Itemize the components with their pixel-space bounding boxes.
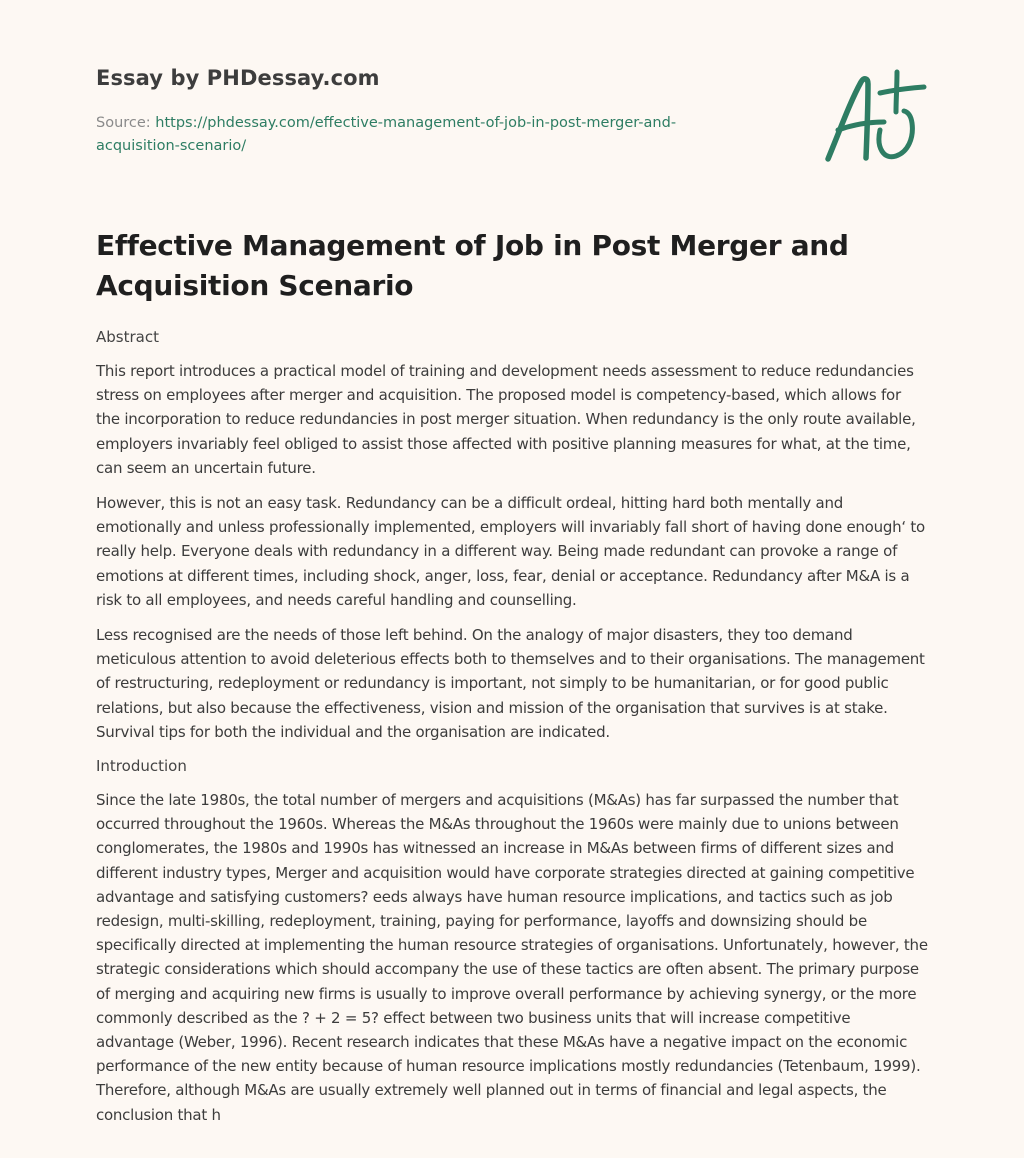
section-heading-abstract: Abstract (96, 328, 159, 346)
essay-body (96, 326, 928, 1138)
a-plus-logo-icon (824, 68, 928, 164)
section-heading-introduction: Introduction (96, 757, 187, 776)
source-label: Source: (96, 115, 151, 131)
paragraph: Less recognised are the needs of those left behind. On the analogy of major disasters, they too demand meticulous attention to avoid deleterious effects both to themselves and to their organisations. The management of restructuring, redeployment or redundancy is important, not simply to be humanitarian, or for good public relations, but also because the effectiveness, vision and mission of the organisation that survives is at stake. Survival tips for both the individual and the organisation are indicated. (96, 626, 925, 741)
source-line (96, 112, 736, 158)
paragraph: However, this is not an easy task. Redundancy can be a difficult ordeal, hitting hard both mentally and emotionally and unless professionally implemented, employers will invariably fall short of having done enough‘ to really help. Everyone deals with redundancy in a different way. Being made redundant can provoke a range of emotions at different times, including shock, anger, loss, fear, denial or acceptance. Redundancy after M&A is a risk to all employees, and needs careful handling and counselling. (96, 494, 925, 609)
site-title: Essay by PHDessay.com (96, 66, 380, 90)
essay-title: Effective Management of Job in Post Merger and Acquisition Scenario (96, 229, 849, 302)
source-link[interactable]: https://phdessay.com/effective-management-of-job-in-post-merger-and-acquisition-scenario/ (96, 115, 677, 154)
paragraph: Since the late 1980s, the total number of mergers and acquisitions (M&As) has far surpassed the number that occurred throughout the 1960s. Whereas the M&As throughout the 1960s were mainly due to unions between conglomerates, the 1980s and 1990s has witnessed an increase in M&As between firms of different sizes and different industry types, Merger and acquisition would have corporate strategies directed at gaining competitive advantage and satisfying customers? eeds always have human resource implications, and tactics such as job redesign, multi-skilling, redeployment, training, paying for performance, layoffs and downsizing should be specifically directed at implementing the human resource strategies of organisations. Unfortunately, however, the strategic considerations which should accompany the use of these tactics are often absent. The primary purpose of merging and acquiring new firms is usually to improve overall performance by achieving synergy, or the more commonly described as the ? + 2 = 5? effect between two business units that will increase competitive advantage (Weber, 1996). Recent research indicates that these M&As have a negative impact on the economic performance of the new entity because of human resource implications mostly redundancies (Tetenbaum, 1999). Therefore, although M&As are usually extremely well planned out in terms of financial and legal aspects, the conclusion that h (96, 791, 928, 1124)
paragraph: This report introduces a practical model of training and development needs assessment to reduce redundancies stress on employees after merger and acquisition. The proposed model is competency-based, which allows for the incorporation to reduce redundancies in post merger situation. When redundancy is the only route available, employers invariably feel obliged to assist those affected with positive planning measures for what, at the time, can seem an uncertain future. (96, 362, 916, 477)
